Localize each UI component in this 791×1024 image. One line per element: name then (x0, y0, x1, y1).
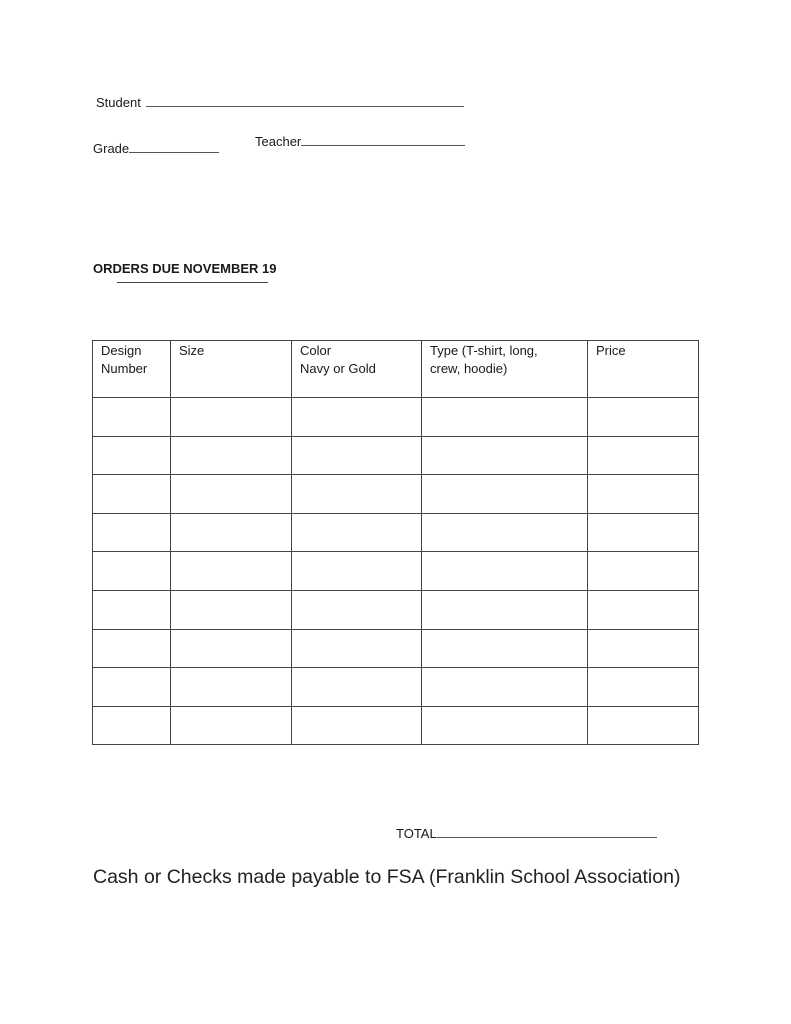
header-design-number: Design Number (93, 341, 171, 398)
cell-price[interactable] (588, 552, 699, 591)
grade-label: Grade (93, 141, 130, 156)
table-row (93, 552, 699, 591)
cell-design-number[interactable] (93, 475, 171, 514)
table-row (93, 513, 699, 552)
table-row (93, 706, 699, 745)
cell-type[interactable] (422, 552, 588, 591)
total-input-line[interactable] (437, 836, 657, 838)
student-input-line[interactable] (146, 105, 464, 107)
cell-type[interactable] (422, 513, 588, 552)
cell-price[interactable] (588, 706, 699, 745)
cell-type[interactable] (422, 398, 588, 437)
cell-size[interactable] (171, 513, 292, 552)
due-notice: ORDERS DUE NOVEMBER 19 (93, 261, 277, 276)
table-header-row (93, 341, 699, 398)
cell-design-number[interactable] (93, 668, 171, 707)
cell-size[interactable] (171, 552, 292, 591)
header-price: Price (588, 341, 699, 398)
table-row (93, 398, 699, 437)
cell-price[interactable] (588, 590, 699, 629)
cell-type[interactable] (422, 706, 588, 745)
cell-type[interactable] (422, 475, 588, 514)
cell-size[interactable] (171, 398, 292, 437)
cell-color[interactable] (292, 513, 422, 552)
cell-color[interactable] (292, 552, 422, 591)
cell-size[interactable] (171, 436, 292, 475)
table-row (93, 668, 699, 707)
cell-color[interactable] (292, 436, 422, 475)
grade-field (93, 141, 219, 156)
cell-price[interactable] (588, 398, 699, 437)
cell-size[interactable] (171, 590, 292, 629)
cell-price[interactable] (588, 475, 699, 514)
cell-color[interactable] (292, 398, 422, 437)
cell-design-number[interactable] (93, 436, 171, 475)
table-row (93, 590, 699, 629)
cell-type[interactable] (422, 668, 588, 707)
cell-color[interactable] (292, 629, 422, 668)
total-field (396, 826, 657, 841)
header-color: Color Navy or Gold (292, 341, 422, 398)
cell-color[interactable] (292, 706, 422, 745)
cell-type[interactable] (422, 629, 588, 668)
due-underline (117, 282, 268, 283)
teacher-field (255, 134, 465, 149)
cell-size[interactable] (171, 706, 292, 745)
cell-design-number[interactable] (93, 629, 171, 668)
teacher-label: Teacher (255, 134, 302, 149)
cell-size[interactable] (171, 629, 292, 668)
cell-size[interactable] (171, 668, 292, 707)
cell-type[interactable] (422, 436, 588, 475)
payment-note: Cash or Checks made payable to FSA (Franklin School Association) (93, 866, 681, 888)
grade-input-line[interactable] (129, 151, 219, 153)
header-size: Size (171, 341, 292, 398)
table-row (93, 475, 699, 514)
cell-design-number[interactable] (93, 552, 171, 591)
cell-design-number[interactable] (93, 513, 171, 552)
cell-price[interactable] (588, 513, 699, 552)
cell-price[interactable] (588, 436, 699, 475)
student-label: Student (96, 95, 141, 110)
student-field (96, 95, 464, 110)
cell-color[interactable] (292, 475, 422, 514)
cell-type[interactable] (422, 590, 588, 629)
cell-price[interactable] (588, 668, 699, 707)
teacher-input-line[interactable] (301, 144, 465, 146)
order-table (92, 340, 699, 745)
header-type: Type (T-shirt, long, crew, hoodie) (422, 341, 588, 398)
cell-color[interactable] (292, 590, 422, 629)
cell-design-number[interactable] (93, 706, 171, 745)
table-row (93, 629, 699, 668)
cell-color[interactable] (292, 668, 422, 707)
cell-design-number[interactable] (93, 590, 171, 629)
table-row (93, 436, 699, 475)
cell-design-number[interactable] (93, 398, 171, 437)
cell-size[interactable] (171, 475, 292, 514)
cell-price[interactable] (588, 629, 699, 668)
total-label: TOTAL (396, 826, 437, 841)
